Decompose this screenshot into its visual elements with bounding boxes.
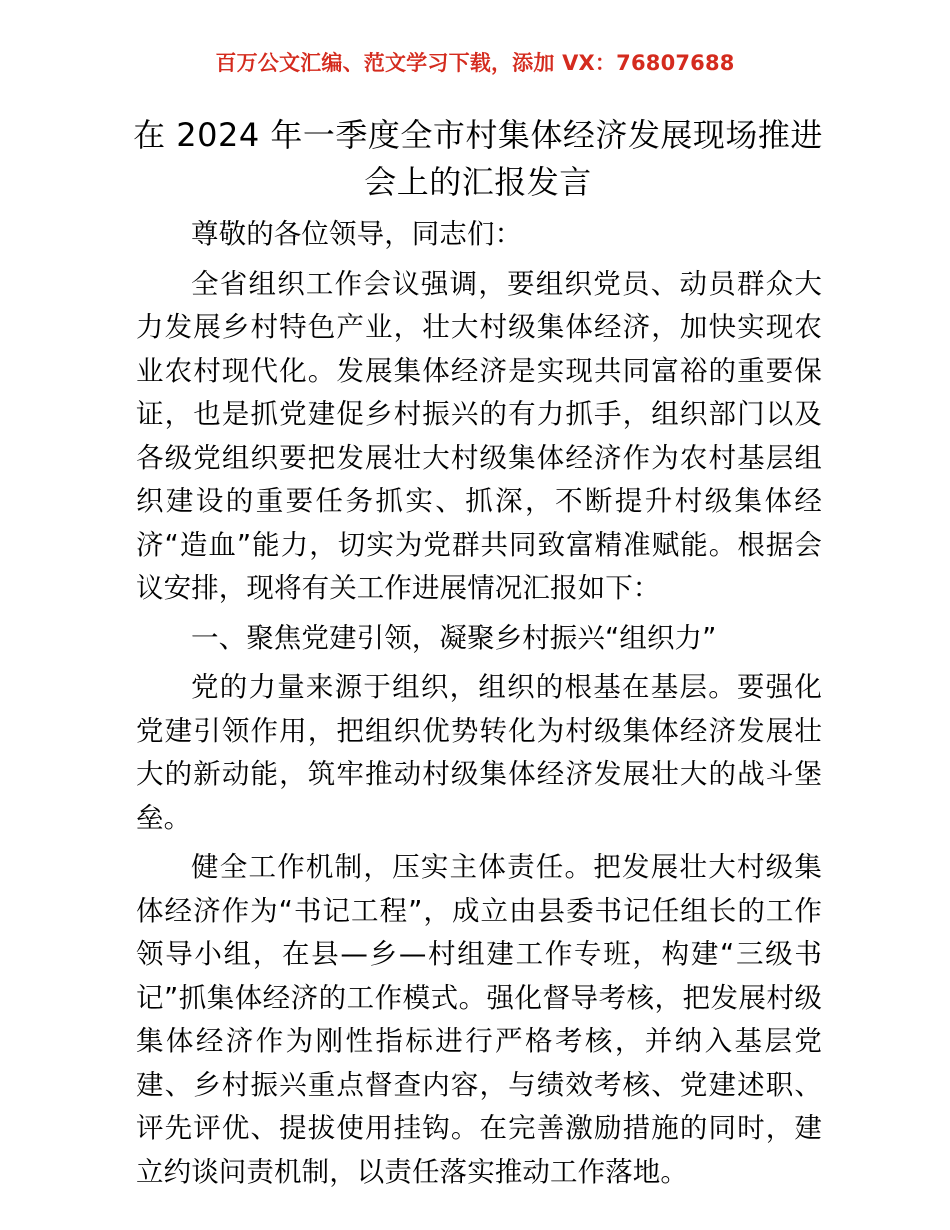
document-title <box>133 112 823 206</box>
section-heading-one: 一、聚焦党建引领，凝聚乡村振兴“组织力” <box>191 621 717 654</box>
document-body <box>136 213 822 1200</box>
paragraph-section-one-item-one: 健全工作机制，压实主体责任。把发展壮大村级集体经济作为“书记工程”，成立由县委书记任组长的工作领导小组，在县—乡—村组建工作专班，构建“三级书记”抓集体经济的工作模式。强化督导考核，把发展村级集体经济作为刚性指标进行严格考核，并纳入基层党建、乡村振兴重点督查内容，与绩效考核、党建述职、评先评优、提拔使用挂钩。在完善激励措施的同时，建立约谈问责机制，以责任落实推动工作落地。 <box>136 851 822 1188</box>
paragraph-salutation: 尊敬的各位领导，同志们： <box>191 218 523 250</box>
document-title-line-1: 在 2024 年一季度全市村集体经济发展现场推进 <box>133 116 823 154</box>
promo-banner-text: 百万公文汇编、范文学习下载，添加 VX：76807688 <box>215 51 735 75</box>
document-title-line-2: 会上的汇报发言 <box>364 163 592 201</box>
paragraph-opening: 全省组织工作会议强调，要组织党员、动员群众大力发展乡村特色产业，壮大村级集体经济，加快实现农业农村现代化。发展集体经济是实现共同富裕的重要保证，也是抓党建促乡村振兴的有力抓手，组织部门以及各级党组织要把发展壮大村级集体经济作为农村基层组织建设的重要任务抓实、抓深，不断提升村级集体经济“造血”能力，切实为党群共同致富精准赋能。根据会议安排，现将有关工作进展情况汇报如下： <box>136 267 822 604</box>
paragraph-section-one-intro: 党的力量来源于组织，组织的根基在基层。要强化党建引领作用，把组织优势转化为村级集体经济发展壮大的新动能，筑牢推动村级集体经济发展壮大的战斗堡垒。 <box>136 671 822 834</box>
